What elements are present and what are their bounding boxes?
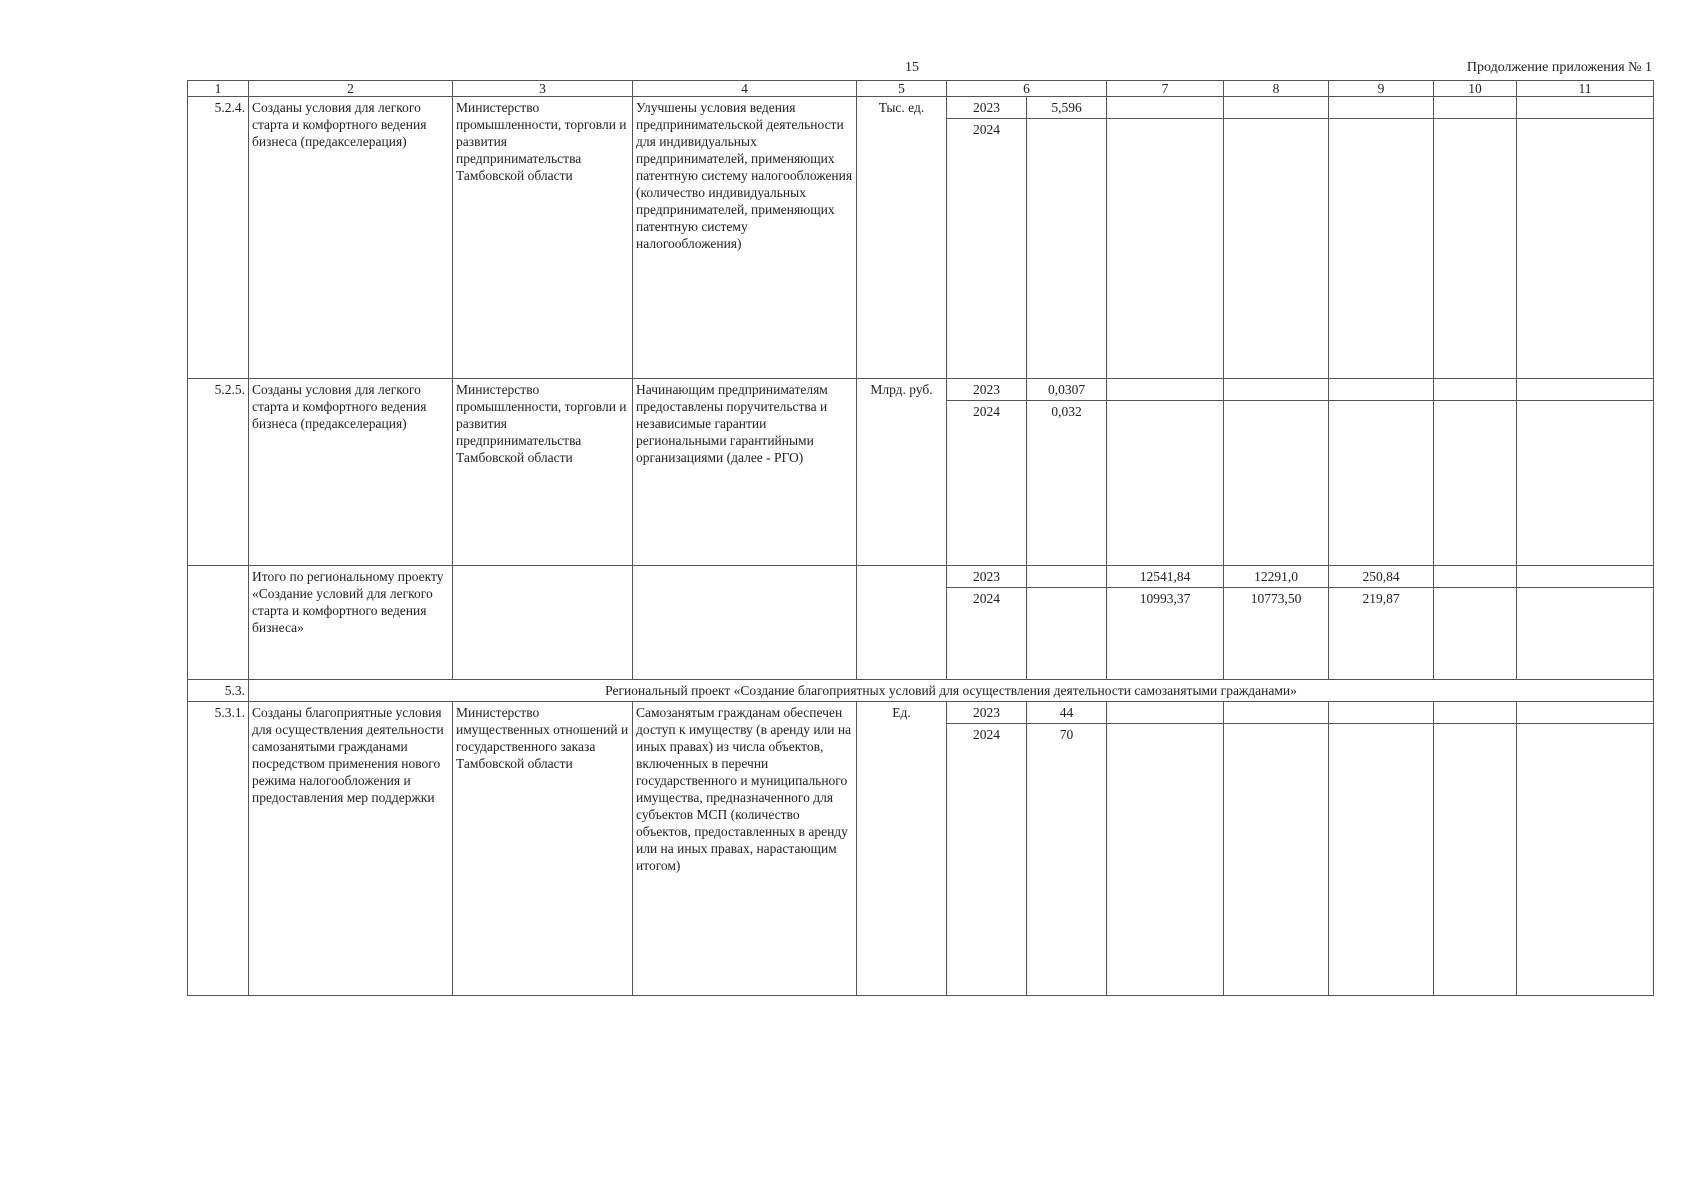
- result-cell: Улучшены условия ведения предпринимательской деятельности для индивидуальных предпринимателей, применяющих патентную систему налогообложения (количество индивидуальных предпринимателей, применяющих патентную систему налогообложения): [633, 97, 857, 379]
- table-row: [188, 97, 1654, 119]
- executor-cell: Министерство имущественных отношений и государственного заказа Тамбовской области: [453, 702, 633, 996]
- result-cell: Начинающим предпринимателям предоставлены поручительства и независимые гарантии региональными гарантийными организациями (далее - РГО): [633, 379, 857, 566]
- empty-cell: [1027, 588, 1107, 680]
- total-col9: 219,87: [1329, 588, 1434, 680]
- column-number-header-row: [188, 81, 1654, 97]
- year-cell: 2023: [947, 702, 1027, 724]
- empty-cell: [1329, 119, 1434, 379]
- empty-cell: [1517, 401, 1654, 566]
- value-cell: 5,596: [1027, 97, 1107, 119]
- header-cell: 6: [947, 81, 1107, 97]
- total-row: [188, 566, 1654, 588]
- executor-cell: Министерство промышленности, торговли и развития предпринимательства Тамбовской области: [453, 379, 633, 566]
- header-cell: 7: [1107, 81, 1224, 97]
- section-title: Региональный проект «Создание благоприятных условий для осуществления деятельности самозанятыми гражданами»: [249, 680, 1654, 702]
- empty-cell: [1224, 97, 1329, 119]
- section-row: [188, 680, 1654, 702]
- total-col8: 12291,0: [1224, 566, 1329, 588]
- result-cell: Самозанятым гражданам обеспечен доступ к имуществу (в аренду или на иных правах) из числа объектов, включенных в перечни государственного и муниципального имущества, предназначенного для субъектов МСП (количество объектов, предоставленных в аренду или на иных правах, нарастающим итогом): [633, 702, 857, 996]
- empty-cell: [1107, 401, 1224, 566]
- appendix-continuation-label: Продолжение приложения № 1: [1466, 60, 1652, 75]
- executor-cell: Министерство промышленности, торговли и развития предпринимательства Тамбовской области: [453, 97, 633, 379]
- year-cell: 2024: [947, 588, 1027, 680]
- empty-cell: [1434, 379, 1517, 401]
- total-col7: 10993,37: [1107, 588, 1224, 680]
- empty-cell: [1027, 566, 1107, 588]
- value-cell: [1027, 119, 1107, 379]
- total-col9: 250,84: [1329, 566, 1434, 588]
- empty-cell: [633, 566, 857, 680]
- empty-cell: [1434, 401, 1517, 566]
- row-number: 5.2.5.: [188, 379, 249, 566]
- empty-cell: [1434, 566, 1517, 588]
- year-cell: 2023: [947, 379, 1027, 401]
- header-cell: 9: [1329, 81, 1434, 97]
- empty-cell: [1224, 724, 1329, 996]
- year-cell: 2024: [947, 119, 1027, 379]
- empty-cell: [453, 566, 633, 680]
- empty-cell: [1517, 379, 1654, 401]
- page-number: 15: [905, 60, 919, 75]
- table-row: [188, 379, 1654, 401]
- empty-cell: [1517, 724, 1654, 996]
- empty-cell: [1224, 401, 1329, 566]
- year-cell: 2024: [947, 401, 1027, 566]
- empty-cell: [1329, 97, 1434, 119]
- empty-cell: [1107, 379, 1224, 401]
- total-label: Итого по региональному проекту «Создание условий для легкого старта и комфортного ведения бизнеса»: [249, 566, 453, 680]
- header-cell: 5: [857, 81, 947, 97]
- year-cell: 2023: [947, 566, 1027, 588]
- empty-cell: [1329, 724, 1434, 996]
- appendix-table: [187, 80, 1654, 996]
- empty-cell: [1517, 702, 1654, 724]
- unit-cell: Тыс. ед.: [857, 97, 947, 379]
- empty-cell: [1434, 702, 1517, 724]
- header-cell: 8: [1224, 81, 1329, 97]
- header-cell: 11: [1517, 81, 1654, 97]
- empty-cell: [1434, 724, 1517, 996]
- value-cell: 0,032: [1027, 401, 1107, 566]
- row-number: 5.2.4.: [188, 97, 249, 379]
- empty-cell: [1107, 702, 1224, 724]
- empty-cell: [1224, 702, 1329, 724]
- total-col7: 12541,84: [1107, 566, 1224, 588]
- value-cell: 70: [1027, 724, 1107, 996]
- empty-cell: [1434, 588, 1517, 680]
- empty-cell: [1329, 401, 1434, 566]
- unit-cell: Млрд. руб.: [857, 379, 947, 566]
- section-number: 5.3.: [188, 680, 249, 702]
- empty-cell: [1107, 97, 1224, 119]
- empty-cell: [1517, 97, 1654, 119]
- header-cell: 2: [249, 81, 453, 97]
- empty-cell: [857, 566, 947, 680]
- empty-cell: [1329, 379, 1434, 401]
- empty-cell: [1224, 379, 1329, 401]
- header-cell: 4: [633, 81, 857, 97]
- empty-cell: [1434, 97, 1517, 119]
- empty-cell: [1434, 119, 1517, 379]
- empty-cell: [1517, 119, 1654, 379]
- year-cell: 2024: [947, 724, 1027, 996]
- value-cell: 44: [1027, 702, 1107, 724]
- empty-cell: [1107, 724, 1224, 996]
- empty-cell: [188, 566, 249, 680]
- unit-cell: Ед.: [857, 702, 947, 996]
- task-cell: Созданы благоприятные условия для осуществления деятельности самозанятыми гражданами посредством применения нового режима налогообложения и предоставления мер поддержки: [249, 702, 453, 996]
- total-col8: 10773,50: [1224, 588, 1329, 680]
- row-number: 5.3.1.: [188, 702, 249, 996]
- empty-cell: [1107, 119, 1224, 379]
- empty-cell: [1329, 702, 1434, 724]
- header-cell: 3: [453, 81, 633, 97]
- task-cell: Созданы условия для легкого старта и комфортного ведения бизнеса (предакселерация): [249, 379, 453, 566]
- task-cell: Созданы условия для легкого старта и комфортного ведения бизнеса (предакселерация): [249, 97, 453, 379]
- table-row: [188, 702, 1654, 724]
- header-cell: 10: [1434, 81, 1517, 97]
- empty-cell: [1517, 588, 1654, 680]
- year-cell: 2023: [947, 97, 1027, 119]
- header-cell: 1: [188, 81, 249, 97]
- value-cell: 0,0307: [1027, 379, 1107, 401]
- empty-cell: [1517, 566, 1654, 588]
- empty-cell: [1224, 119, 1329, 379]
